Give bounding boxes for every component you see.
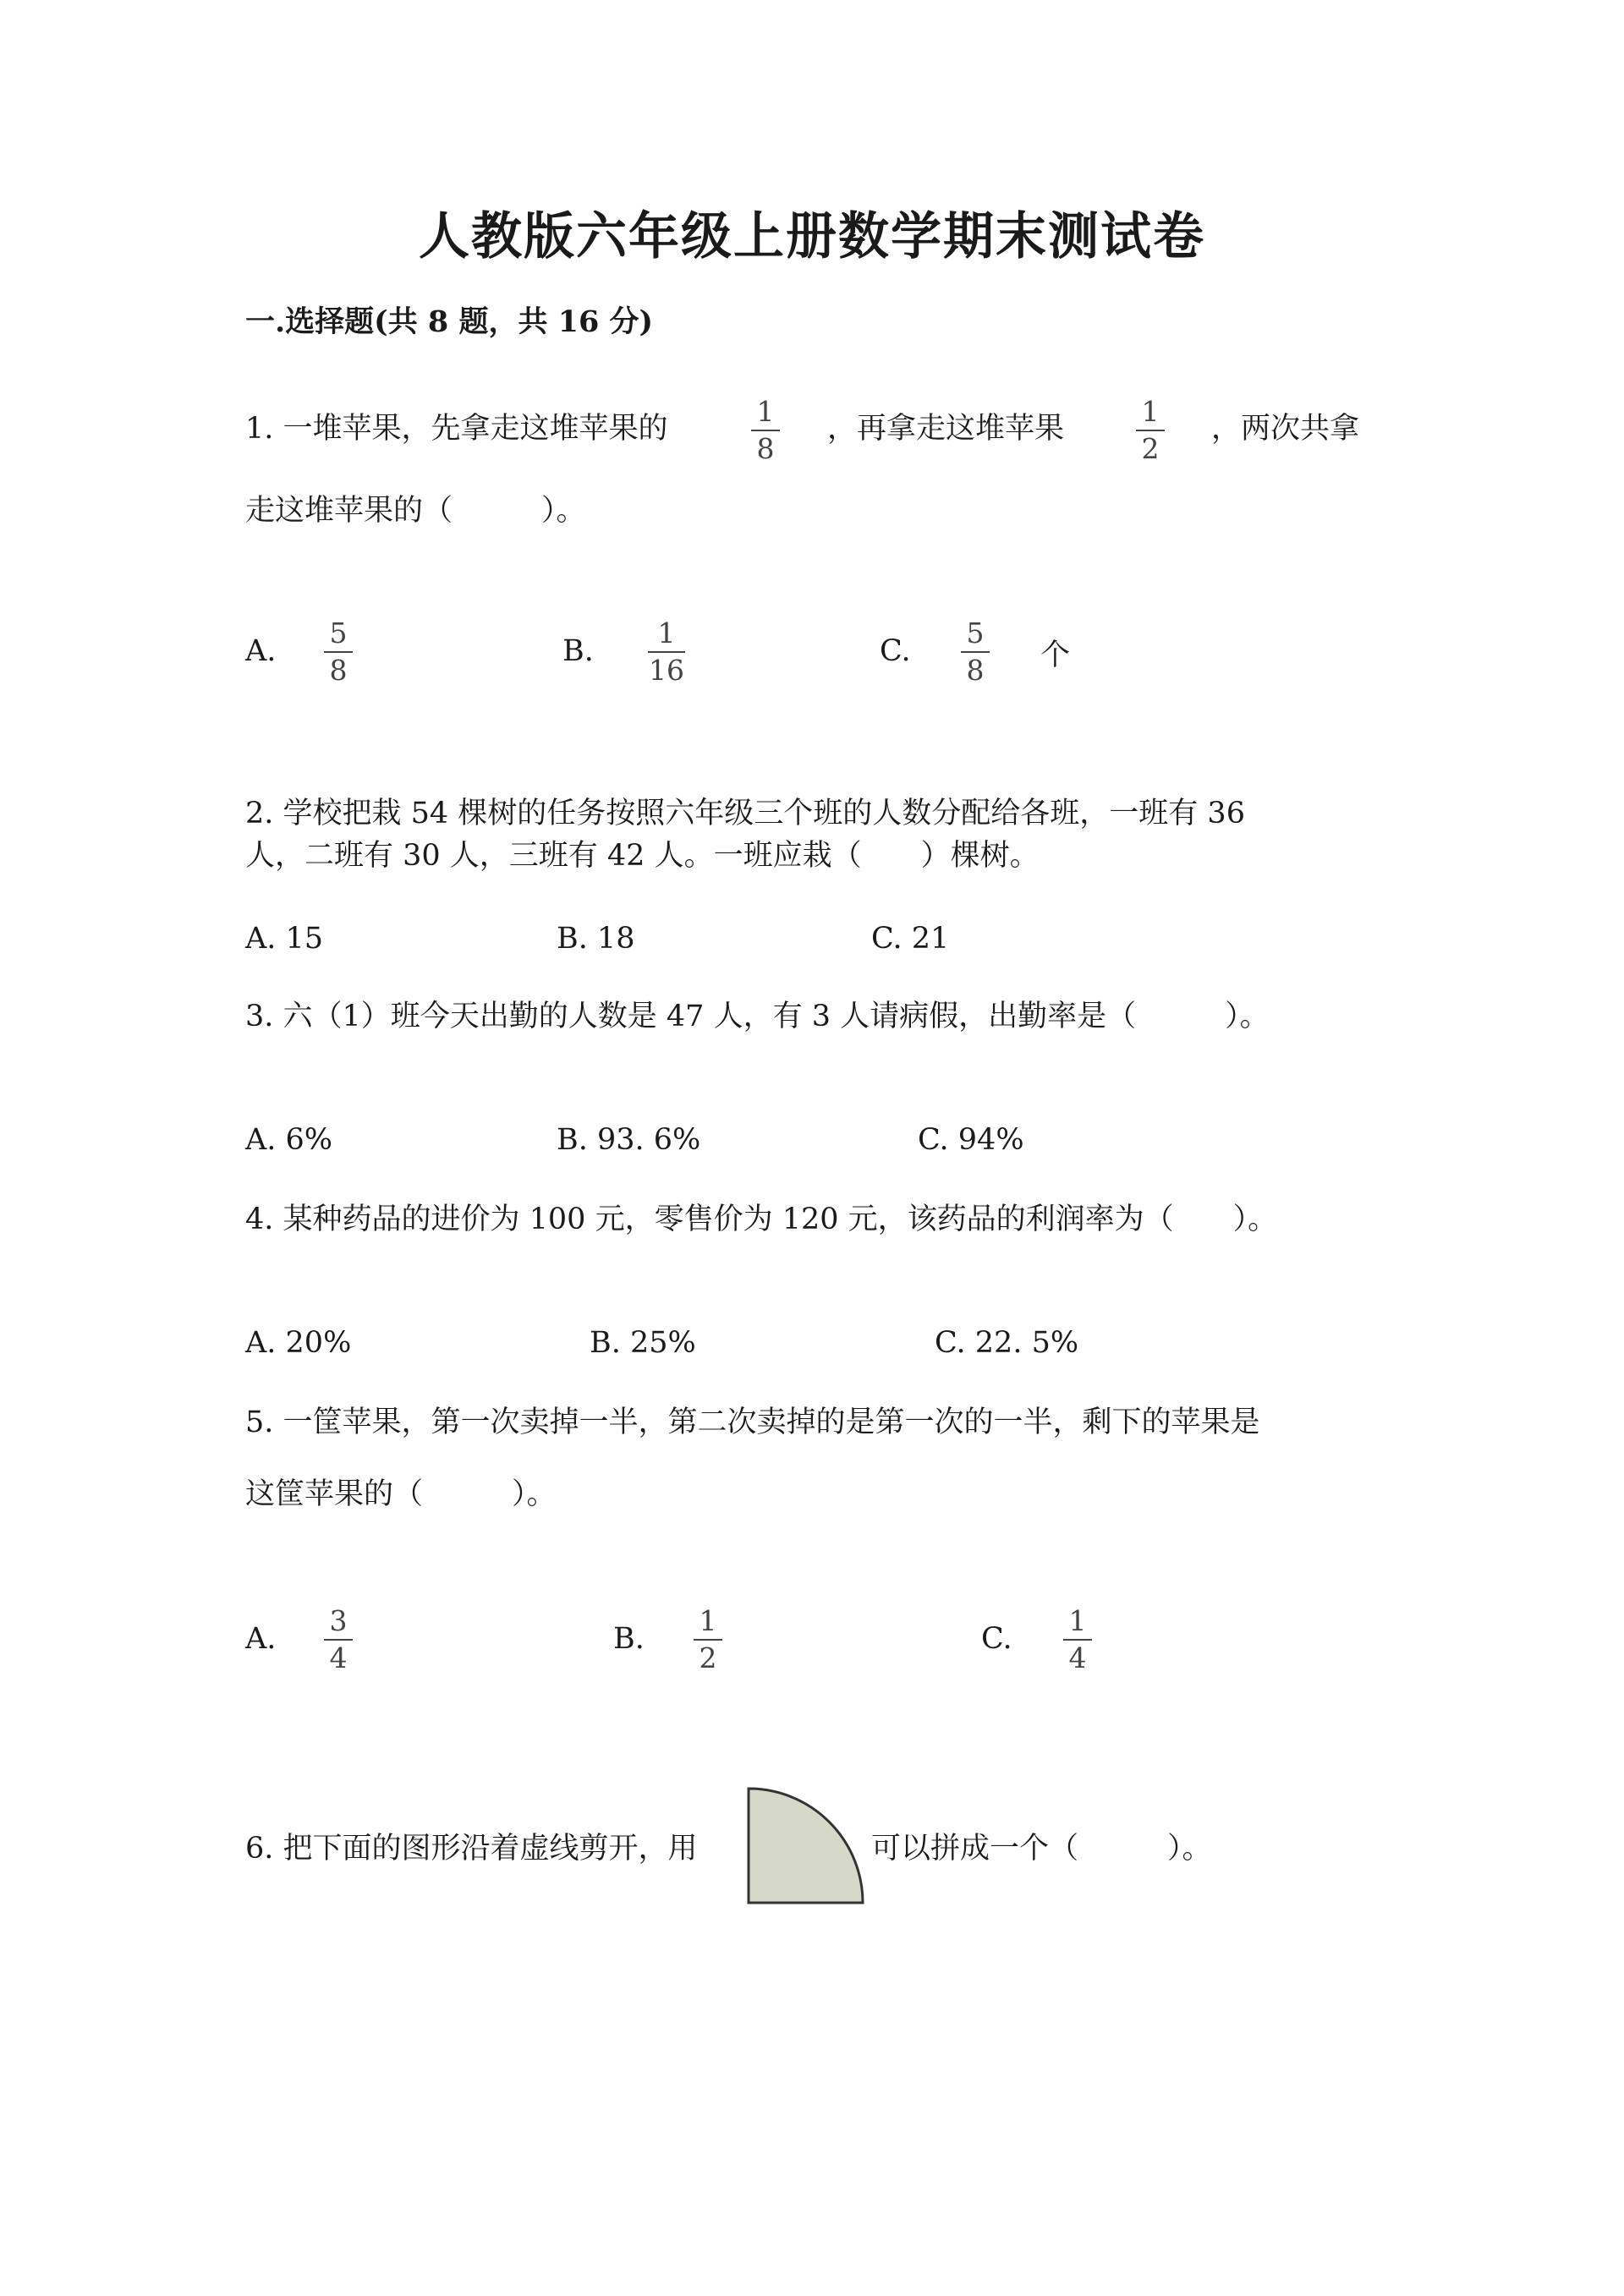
q4-option-a: A. 20%: [245, 1326, 352, 1360]
q1-option-c-fraction: [961, 617, 990, 687]
q1-option-c-suffix: 个: [1040, 638, 1071, 672]
q2-option-c: C. 21: [871, 922, 950, 956]
q1-option-b-label: B.: [562, 634, 594, 668]
q1-option-a-fraction: [324, 617, 353, 687]
q1-text-line2: 走这堆苹果的（ ）。: [245, 494, 586, 528]
q4-option-b: B. 25%: [590, 1326, 696, 1360]
fraction-numerator: 1: [657, 616, 676, 649]
q1-option-b-fraction: [648, 617, 685, 687]
q3-text: 3. 六（1）班今天出勤的人数是 47 人，有 3 人请病假，出勤率是（ ）。: [245, 1000, 1270, 1033]
fraction-bar: [648, 651, 685, 653]
fraction-denominator: 8: [966, 654, 985, 687]
q4-option-c: C. 22. 5%: [935, 1326, 1079, 1360]
q1-text-part1: 1. 一堆苹果，先拿走这堆苹果的: [245, 412, 668, 446]
q3-option-b: B. 93. 6%: [557, 1123, 701, 1157]
fraction-bar: [751, 430, 780, 431]
fraction-numerator: 5: [329, 616, 348, 649]
q3-option-a: A. 6%: [245, 1123, 333, 1157]
q1-text-part3: ，两次共拿: [1211, 412, 1360, 446]
q2-option-a: A. 15: [245, 922, 324, 956]
q4-text: 4. 某种药品的进价为 100 元，零售价为 120 元，该药品的利润率为（ ）。: [245, 1203, 1278, 1236]
q1-option-a-label: A.: [245, 634, 277, 668]
q1-fraction-2: [1136, 396, 1165, 465]
q2-text-line1: 2. 学校把栽 54 棵树的任务按照六年级三个班的人数分配给各班，一班有 36: [245, 797, 1245, 830]
q5-option-b-label: B.: [613, 1622, 645, 1656]
fraction-numerator: 1: [1141, 395, 1160, 428]
fraction-bar: [1136, 430, 1165, 431]
q3-option-c: C. 94%: [918, 1123, 1024, 1157]
q5-option-c-label: C.: [981, 1622, 1012, 1656]
q1-text-part2: ，再拿走这堆苹果: [827, 412, 1065, 446]
fraction-bar: [1063, 1639, 1092, 1641]
section-heading: 一.选择题(共 8 题，共 16 分): [245, 304, 654, 339]
q5-option-c-fraction: [1063, 1605, 1092, 1674]
q5-text-line1: 5. 一筐苹果，第一次卖掉一半，第二次卖掉的是第一次的一半，剩下的苹果是: [245, 1406, 1260, 1439]
fraction-bar: [324, 651, 353, 653]
fraction-bar: [961, 651, 990, 653]
q6-text-part2: 可以拼成一个（ ）。: [871, 1832, 1212, 1866]
q2-option-b: B. 18: [557, 922, 635, 956]
fraction-denominator: 16: [649, 654, 684, 687]
fraction-denominator: 4: [329, 1641, 348, 1674]
fraction-denominator: 4: [1068, 1641, 1087, 1674]
quarter-circle-shape: [749, 1789, 863, 1903]
fraction-denominator: 2: [1141, 432, 1160, 465]
q1-fraction-1: [751, 396, 780, 465]
q6-text-part1: 6. 把下面的图形沿着虚线剪开，用: [245, 1832, 698, 1866]
q2-text-line2: 人，二班有 30 人，三班有 42 人。一班应栽（ ）棵树。: [245, 839, 1040, 873]
quarter-circle-figure: [743, 1783, 870, 1910]
fraction-denominator: 8: [329, 654, 348, 687]
fraction-numerator: 3: [329, 1604, 348, 1637]
fraction-denominator: 2: [699, 1641, 717, 1674]
q5-option-b-fraction: [694, 1605, 722, 1674]
fraction-denominator: 8: [756, 432, 775, 465]
fraction-numerator: 1: [699, 1604, 717, 1637]
fraction-bar: [694, 1639, 722, 1641]
q5-option-a-fraction: [324, 1605, 353, 1674]
fraction-numerator: 5: [966, 616, 985, 649]
q5-option-a-label: A.: [245, 1622, 277, 1656]
page-title: 人教版六年级上册数学期末测试卷: [419, 207, 1205, 266]
q5-text-line2: 这筐苹果的（ ）。: [245, 1477, 557, 1511]
fraction-numerator: 1: [756, 395, 775, 428]
fraction-bar: [324, 1639, 353, 1641]
fraction-numerator: 1: [1068, 1604, 1087, 1637]
q1-option-c-label: C.: [880, 634, 911, 668]
